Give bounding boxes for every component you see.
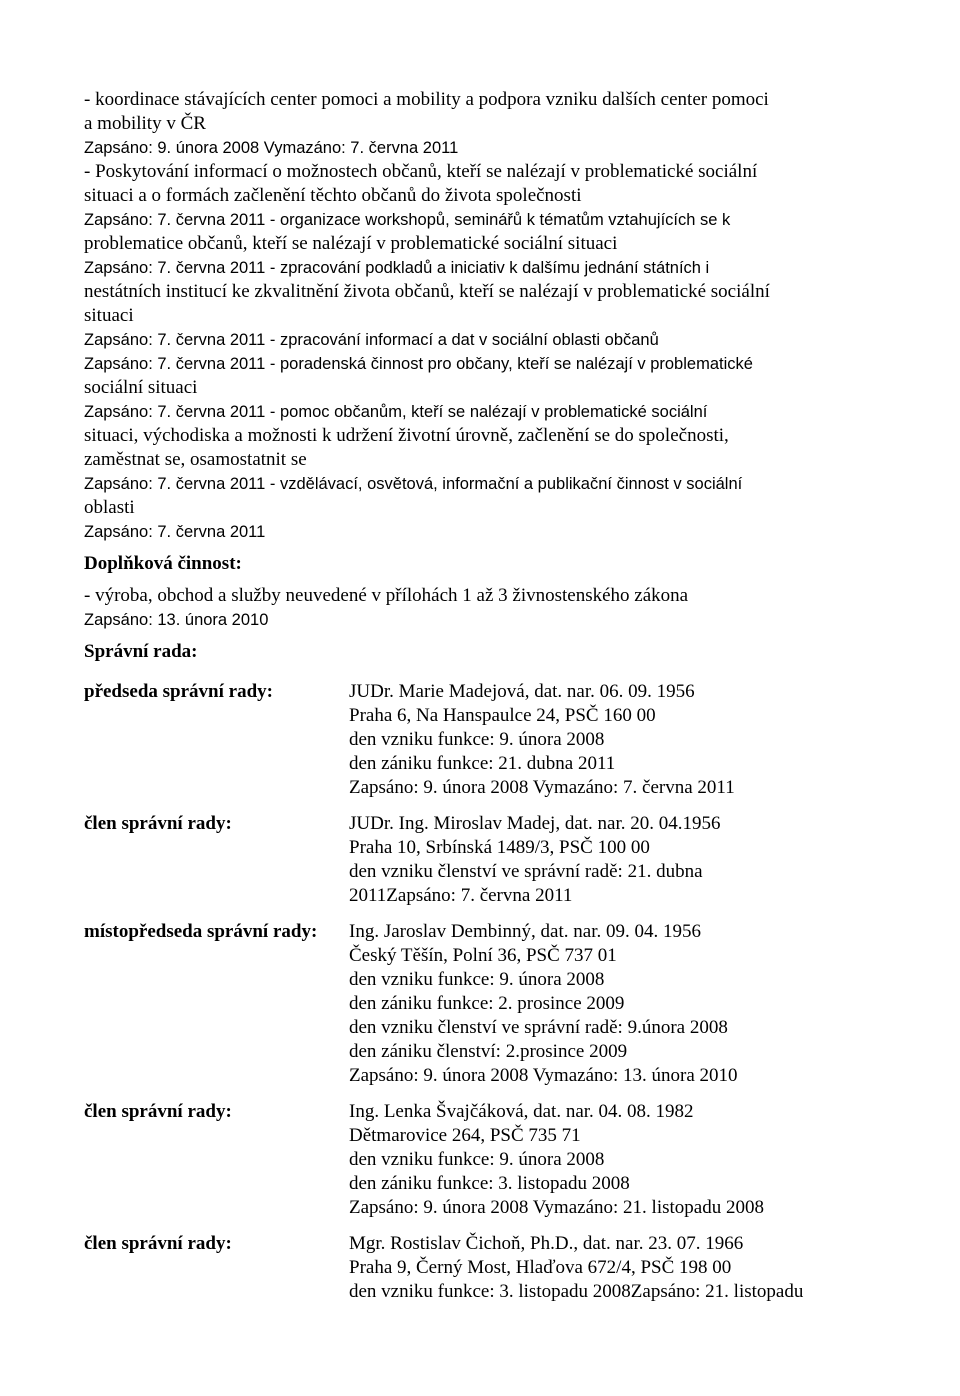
activity-text: zaměstnat se, osamostatnit se: [84, 449, 307, 470]
board-member-line: Zapsáno: 9. února 2008 Vymazáno: 13. února 2010: [349, 1065, 738, 1086]
activity-record: Zapsáno: 7. června 2011 - pomoc občanům, kteří se nalézají v problematické sociální: [84, 403, 708, 421]
board-member-details: [349, 920, 884, 1088]
supplementary-section: [84, 552, 884, 632]
board-member-line: 2011Zapsáno: 7. června 2011: [349, 885, 573, 906]
board-member: [84, 1100, 884, 1220]
board-member-line: den zániku funkce: 3. listopadu 2008: [349, 1173, 630, 1194]
board-section: [84, 640, 884, 1304]
supplementary-item: - výroba, obchod a služby neuvedené v přílohách 1 až 3 živnostenského zákona: [84, 585, 689, 606]
board-member-details: [349, 1100, 884, 1220]
board-member-line: den zániku funkce: 21. dubna 2011: [349, 753, 616, 774]
activity-record: Zapsáno: 9. února 2008 Vymazáno: 7. června 2011: [84, 139, 459, 157]
activity-text: sociální situaci: [84, 377, 198, 398]
board-member-line: Praha 10, Srbínská 1489/3, PSČ 100 00: [349, 837, 650, 858]
document-page: [84, 88, 884, 1316]
board-member-line: den vzniku funkce: 9. února 2008: [349, 1149, 605, 1170]
board-member-line: Ing. Lenka Švajčáková, dat. nar. 04. 08. 1982: [349, 1101, 694, 1122]
board-member-line: Mgr. Rostislav Čichoň, Ph.D., dat. nar. 23. 07. 1966: [349, 1233, 744, 1254]
board-member-role: člen správní rady:: [84, 1101, 232, 1122]
board-member-details: [349, 812, 884, 908]
supplementary-record: Zapsáno: 13. února 2010: [84, 611, 269, 629]
board-member-line: Praha 6, Na Hanspaulce 24, PSČ 160 00: [349, 705, 656, 726]
board-member-line: Zapsáno: 9. února 2008 Vymazáno: 21. listopadu 2008: [349, 1197, 764, 1218]
activity-text: situaci, východiska a možnosti k udržení životní úrovně, začlenění se do společnosti,: [84, 425, 729, 446]
board-member: [84, 812, 884, 908]
board-member: [84, 1232, 884, 1304]
activity-text: oblasti: [84, 497, 135, 518]
board-member-line: den vzniku členství ve správní radě: 9.února 2008: [349, 1017, 728, 1038]
activity-record: Zapsáno: 7. června 2011: [84, 523, 266, 541]
board-member-role: předseda správní rady:: [84, 681, 273, 702]
board-member: [84, 920, 884, 1088]
board-member-line: Ing. Jaroslav Dembinný, dat. nar. 09. 04. 1956: [349, 921, 701, 942]
activity-record: Zapsáno: 7. června 2011 - vzdělávací, osvětová, informační a publikační činnost v sociální: [84, 475, 743, 493]
activity-record: Zapsáno: 7. června 2011 - poradenská činnost pro občany, kteří se nalézají v problematické: [84, 355, 753, 373]
activity-text: problematice občanů, kteří se nalézají v problematické sociální situaci: [84, 233, 618, 254]
activity-text: - Poskytování informací o možnostech občanů, kteří se nalézají v problematické sociální: [84, 161, 758, 182]
board-member-role: člen správní rady:: [84, 813, 232, 834]
board-member-line: den vzniku funkce: 9. února 2008: [349, 969, 605, 990]
board-member-details: [349, 1232, 884, 1304]
supplementary-heading: Doplňková činnost:: [84, 553, 242, 574]
activity-record: Zapsáno: 7. června 2011 - zpracování informací a dat v sociální oblasti občanů: [84, 331, 659, 349]
board-member-line: Praha 9, Černý Most, Hlaďova 672/4, PSČ 198 00: [349, 1257, 732, 1278]
board-member-line: den vzniku členství ve správní radě: 21. dubna: [349, 861, 703, 882]
activity-text: a mobility v ČR: [84, 113, 206, 134]
board-member-role: místopředseda správní rady:: [84, 921, 318, 942]
board-member-details: [349, 680, 884, 800]
board-member-line: den zániku členství: 2.prosince 2009: [349, 1041, 628, 1062]
activity-text: - koordinace stávajících center pomoci a mobility a podpora vzniku dalších center pomoci: [84, 89, 769, 110]
board-member-line: Zapsáno: 9. února 2008 Vymazáno: 7. června 2011: [349, 777, 735, 798]
board-member-line: JUDr. Marie Madejová, dat. nar. 06. 09. 1956: [349, 681, 695, 702]
board-member-role: člen správní rady:: [84, 1233, 232, 1254]
activity-record: Zapsáno: 7. června 2011 - zpracování podkladů a iniciativ k dalšímu jednání státních i: [84, 259, 710, 277]
activity-record: Zapsáno: 7. června 2011 - organizace workshopů, seminářů k tématům vztahujících se k: [84, 211, 731, 229]
activity-text: situaci a o formách začlenění těchto občanů do života společnosti: [84, 185, 582, 206]
board-member-line: JUDr. Ing. Miroslav Madej, dat. nar. 20. 04.1956: [349, 813, 721, 834]
board-member-line: den vzniku funkce: 3. listopadu 2008Zapsáno: 21. listopadu: [349, 1281, 804, 1302]
board-member-line: Český Těšín, Polní 36, PSČ 737 01: [349, 945, 617, 966]
board-member: [84, 680, 884, 800]
board-member-line: Dětmarovice 264, PSČ 735 71: [349, 1125, 581, 1146]
board-member-line: den vzniku funkce: 9. února 2008: [349, 729, 605, 750]
activity-text: nestátních institucí ke zkvalitnění života občanů, kteří se nalézají v problematické sociální: [84, 281, 770, 302]
activity-text: situaci: [84, 305, 134, 326]
board-member-line: den zániku funkce: 2. prosince 2009: [349, 993, 625, 1014]
board-heading: Správní rada:: [84, 641, 198, 662]
activities-section: [84, 88, 884, 544]
